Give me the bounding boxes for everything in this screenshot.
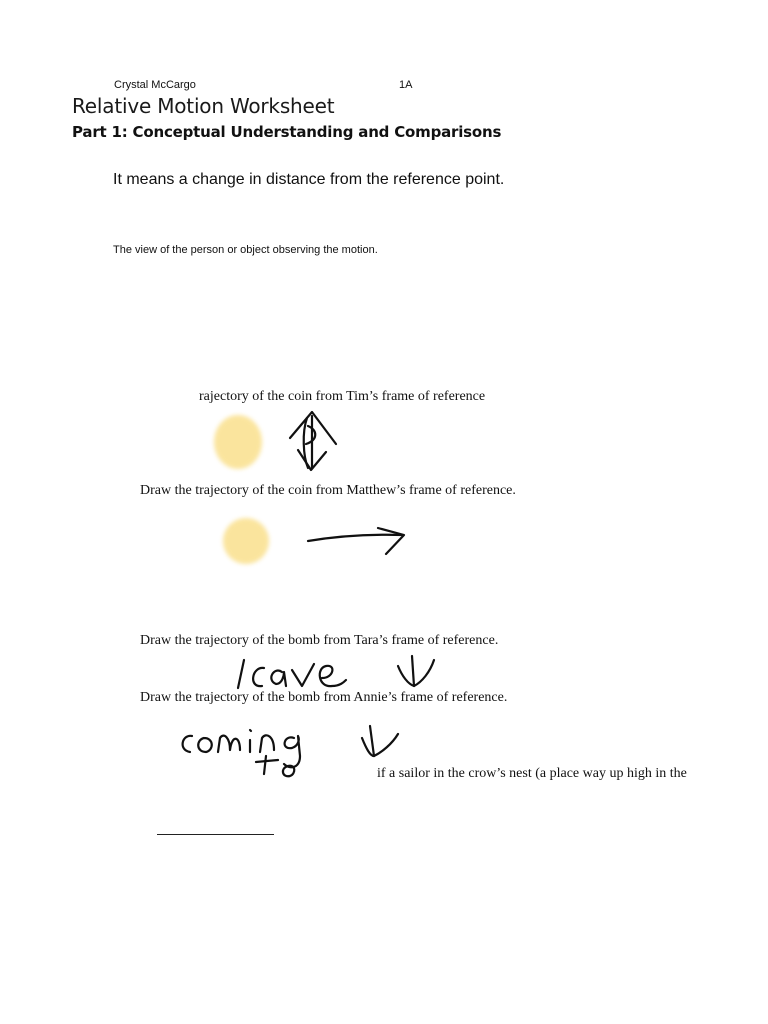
coin-highlight-tim xyxy=(214,415,262,469)
answer-blank-line xyxy=(157,834,274,835)
vertical-arrow-icon xyxy=(290,412,336,470)
answer-text-2: The view of the person or object observing the motion. xyxy=(113,244,378,256)
worksheet-title: Relative Motion Worksheet xyxy=(72,94,335,118)
handwritten-coming-to xyxy=(183,730,300,776)
coin-highlight-matthew xyxy=(223,518,269,564)
prompt-tim-trajectory: rajectory of the coin from Tim’s frame of reference xyxy=(199,389,486,404)
prompt-matthew-trajectory: Draw the trajectory of the coin from Matthew’s frame of reference. xyxy=(140,483,516,498)
down-arrow-icon xyxy=(398,656,434,686)
down-arrow-icon-2 xyxy=(362,726,398,756)
handwritten-leave xyxy=(238,660,346,688)
class-period: 1A xyxy=(399,79,413,91)
prompt-tara-trajectory: Draw the trajectory of the bomb from Tara’s frame of reference. xyxy=(140,633,499,648)
student-name: Crystal McCargo xyxy=(114,79,196,91)
prompt-annie-trajectory: Draw the trajectory of the bomb from Annie’s frame of reference. xyxy=(140,690,508,705)
answer-text-1: It means a change in distance from the reference point. xyxy=(113,171,505,188)
prompt-sailor-question: if a sailor in the crow’s nest (a place way up high in the xyxy=(377,766,687,781)
horizontal-arrow-icon xyxy=(308,528,404,554)
part-1-heading: Part 1: Conceptual Understanding and Comparisons xyxy=(72,123,502,141)
